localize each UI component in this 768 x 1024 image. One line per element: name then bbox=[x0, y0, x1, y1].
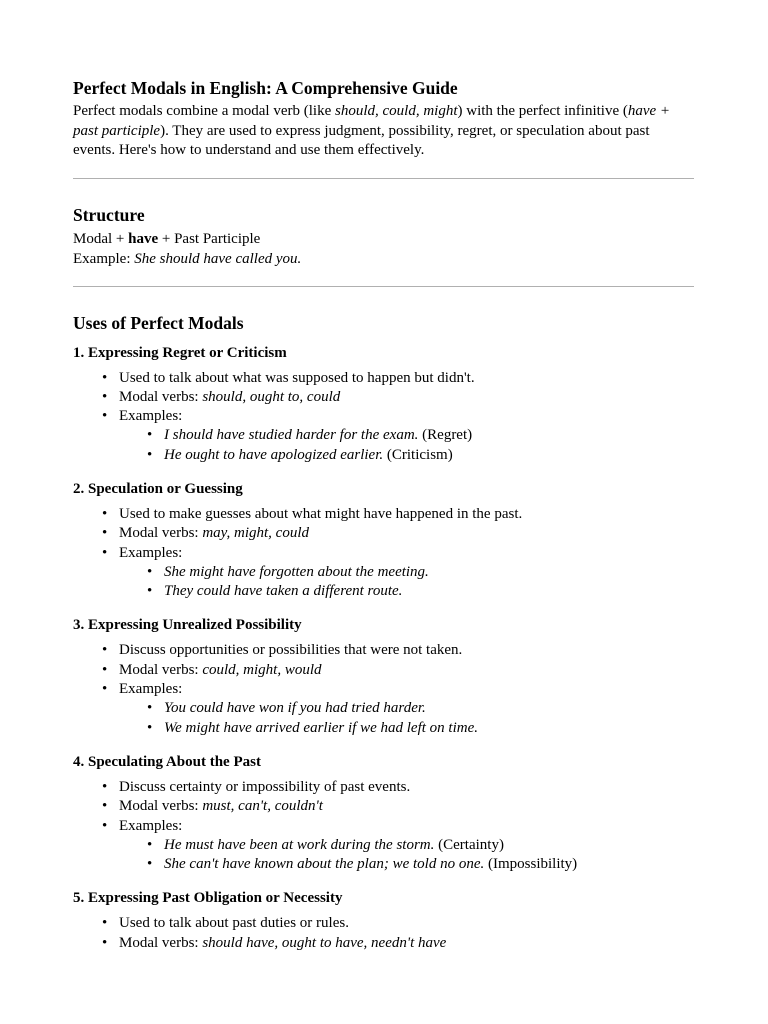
modal-verbs: may, might, could bbox=[202, 525, 309, 542]
example-text: He must have been at work during the storm. bbox=[164, 836, 435, 853]
use-list bbox=[73, 914, 694, 953]
use-list bbox=[73, 505, 694, 601]
structure-heading: Structure bbox=[73, 204, 145, 225]
modal-verbs: could, might, would bbox=[202, 661, 322, 678]
use-section bbox=[73, 752, 694, 874]
list-item bbox=[119, 661, 694, 680]
modal-label: Modal verbs: bbox=[119, 525, 203, 542]
structure-formula bbox=[73, 229, 694, 249]
examples-list bbox=[119, 563, 694, 602]
intro-text-1: Perfect modals combine a modal verb (like bbox=[73, 103, 335, 119]
examples-label: Examples: bbox=[119, 408, 183, 425]
use-section bbox=[73, 479, 694, 601]
use-heading: 4. Speculating About the Past bbox=[73, 753, 261, 770]
use-section bbox=[73, 615, 694, 737]
use-description: Used to talk about past duties or rules. bbox=[119, 915, 349, 932]
intro-section bbox=[73, 77, 694, 161]
example-text: You could have won if you had tried harder. bbox=[164, 700, 426, 717]
formula-bold: have bbox=[128, 230, 159, 247]
modal-verbs: should, ought to, could bbox=[202, 388, 341, 405]
use-heading: 1. Expressing Regret or Criticism bbox=[73, 344, 287, 361]
example-item bbox=[164, 719, 694, 738]
example-note: (Certainty) bbox=[434, 836, 504, 853]
example-item bbox=[164, 836, 694, 855]
page-title: Perfect Modals in English: A Comprehensive Guide bbox=[73, 78, 458, 98]
example-text: She can't have known about the plan; we told no one. bbox=[164, 856, 485, 873]
use-section bbox=[73, 888, 694, 953]
intro-modals: should, could, might bbox=[335, 103, 458, 119]
example-text: I should have studied harder for the exam. bbox=[164, 427, 419, 444]
example-note: (Impossibility) bbox=[484, 856, 578, 873]
uses-section bbox=[73, 312, 694, 954]
modal-verbs: must, can't, couldn't bbox=[202, 798, 323, 815]
structure-section bbox=[73, 204, 694, 269]
uses-heading: Uses of Perfect Modals bbox=[73, 312, 244, 333]
use-description: Discuss opportunities or possibilities that were not taken. bbox=[119, 642, 463, 659]
list-item bbox=[119, 778, 694, 797]
intro-infinitive: have + past participle bbox=[73, 103, 671, 139]
structure-example bbox=[73, 249, 694, 269]
list-item bbox=[119, 388, 694, 407]
example-item bbox=[164, 855, 694, 874]
list-item bbox=[119, 369, 694, 388]
examples-list bbox=[119, 699, 694, 738]
intro-text-2: ) with the perfect infinitive ( bbox=[457, 103, 628, 119]
examples-label: Examples: bbox=[119, 544, 183, 561]
modal-label: Modal verbs: bbox=[119, 388, 203, 405]
example-item bbox=[164, 446, 694, 465]
use-description: Discuss certainty or impossibility of past events. bbox=[119, 778, 411, 795]
examples-label: Examples: bbox=[119, 817, 183, 834]
list-item bbox=[119, 680, 694, 738]
list-item bbox=[119, 524, 694, 543]
use-list bbox=[73, 369, 694, 465]
list-item bbox=[119, 817, 694, 875]
use-heading: 3. Expressing Unrealized Possibility bbox=[73, 617, 302, 634]
intro-paragraph bbox=[73, 102, 694, 161]
list-item bbox=[119, 934, 694, 953]
use-heading: 5. Expressing Past Obligation or Necessity bbox=[73, 890, 343, 907]
divider bbox=[73, 178, 694, 179]
use-description: Used to talk about what was supposed to happen but didn't. bbox=[119, 369, 475, 386]
intro-text-3: ). They are used to express judgment, possibility, regret, or speculation about past events. Here's how to understand and use them effectively. bbox=[73, 122, 650, 158]
example-item bbox=[164, 426, 694, 445]
list-item bbox=[119, 505, 694, 524]
example-text: He ought to have apologized earlier. bbox=[164, 446, 384, 463]
modal-label: Modal verbs: bbox=[119, 934, 203, 951]
example-text: They could have taken a different route. bbox=[164, 583, 403, 600]
use-list bbox=[73, 778, 694, 874]
formula-suffix: + Past Participle bbox=[158, 230, 261, 247]
example-note: (Regret) bbox=[418, 427, 473, 444]
examples-list bbox=[119, 836, 694, 875]
example-item bbox=[164, 699, 694, 718]
list-item bbox=[119, 641, 694, 660]
example-item bbox=[164, 582, 694, 601]
example-sentence: She should have called you. bbox=[134, 250, 302, 267]
use-heading: 2. Speculation or Guessing bbox=[73, 480, 243, 497]
list-item bbox=[119, 914, 694, 933]
formula-prefix: Modal + bbox=[73, 230, 129, 247]
examples-label: Examples: bbox=[119, 681, 183, 698]
modal-verbs: should have, ought to have, needn't have bbox=[202, 934, 447, 951]
modal-label: Modal verbs: bbox=[119, 661, 203, 678]
use-list bbox=[73, 641, 694, 737]
use-description: Used to make guesses about what might have happened in the past. bbox=[119, 505, 523, 522]
list-item bbox=[119, 797, 694, 816]
list-item bbox=[119, 407, 694, 465]
example-item bbox=[164, 563, 694, 582]
list-item bbox=[119, 544, 694, 602]
example-label: Example: bbox=[73, 250, 135, 267]
examples-list bbox=[119, 426, 694, 465]
divider bbox=[73, 286, 694, 287]
modal-label: Modal verbs: bbox=[119, 798, 203, 815]
use-section bbox=[73, 343, 694, 465]
example-note: (Criticism) bbox=[383, 446, 453, 463]
example-text: We might have arrived earlier if we had left on time. bbox=[164, 719, 478, 736]
example-text: She might have forgotten about the meeting. bbox=[164, 563, 429, 580]
